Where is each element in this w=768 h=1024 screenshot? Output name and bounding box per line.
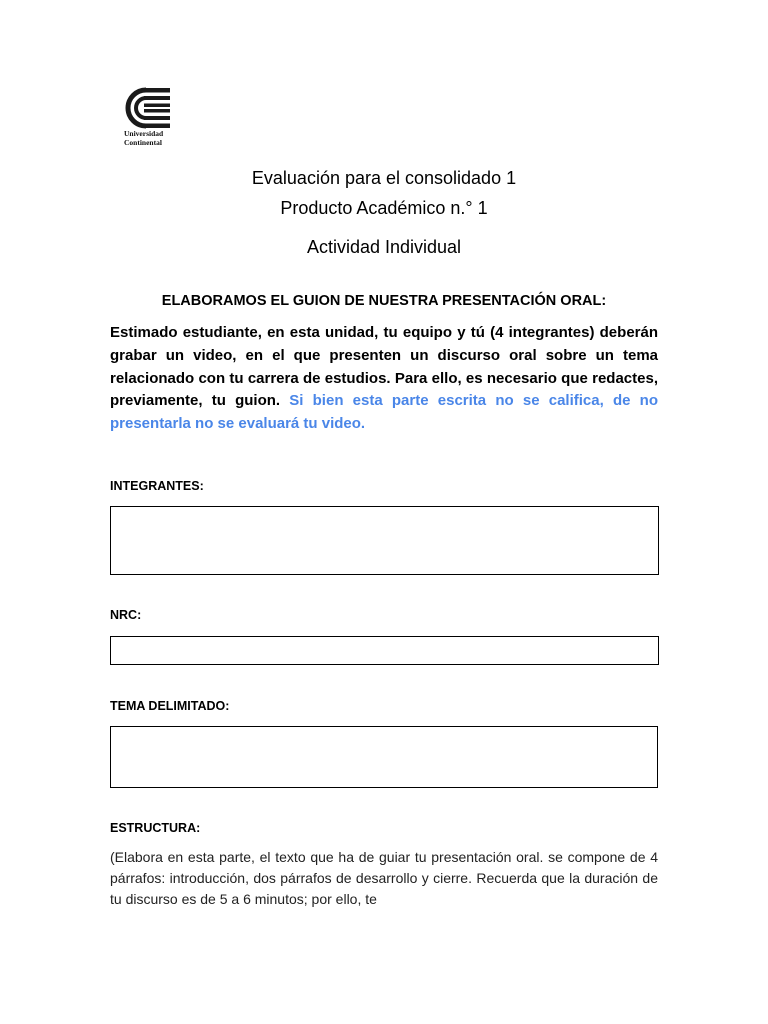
logo-text	[124, 130, 163, 147]
estructura-label: ESTRUCTURA:	[110, 821, 201, 835]
tema-delimitado-label: TEMA DELIMITADO:	[110, 699, 230, 713]
section-heading: ELABORAMOS EL GUION DE NUESTRA PRESENTACIÓN ORAL:	[161, 293, 607, 309]
intro-paragraph	[110, 322, 658, 436]
activity-title: Actividad Individual	[306, 237, 462, 257]
product-title: Producto Académico n.° 1	[280, 198, 488, 218]
intro-text: Estimado estudiante, en esta unidad, tu equipo y tú (4 integrantes) deberán grabar un video, en el que presenten un discurso oral sobre un tema relacionado con tu carrera de estudios. Para ello, es necesario que redactes, previamente, tu guion.	[110, 324, 658, 410]
integrantes-field[interactable]	[110, 506, 659, 575]
nrc-label: NRC:	[110, 608, 142, 622]
tema-delimitado-field[interactable]	[110, 726, 658, 788]
nrc-field[interactable]	[110, 636, 659, 665]
integrantes-label: INTEGRANTES:	[110, 479, 204, 493]
logo-line2: Continental	[124, 137, 162, 147]
logo-c-icon	[120, 86, 176, 130]
evaluation-title: Evaluación para el consolidado 1	[251, 168, 517, 188]
estructura-instructions: (Elabora en esta parte, el texto que ha de guiar tu presentación oral. se compone de 4 párrafos: introducción, dos párrafos de desarrollo y cierre. Recuerda que la duración de tu discurso es de 5 a 6 minutos; por ello, te	[110, 849, 658, 907]
logo-line1: Universidad	[124, 129, 164, 138]
intro-note: Si bien esta parte escrita no se califica, de no presentarla no se evaluará tu video.	[110, 392, 658, 433]
